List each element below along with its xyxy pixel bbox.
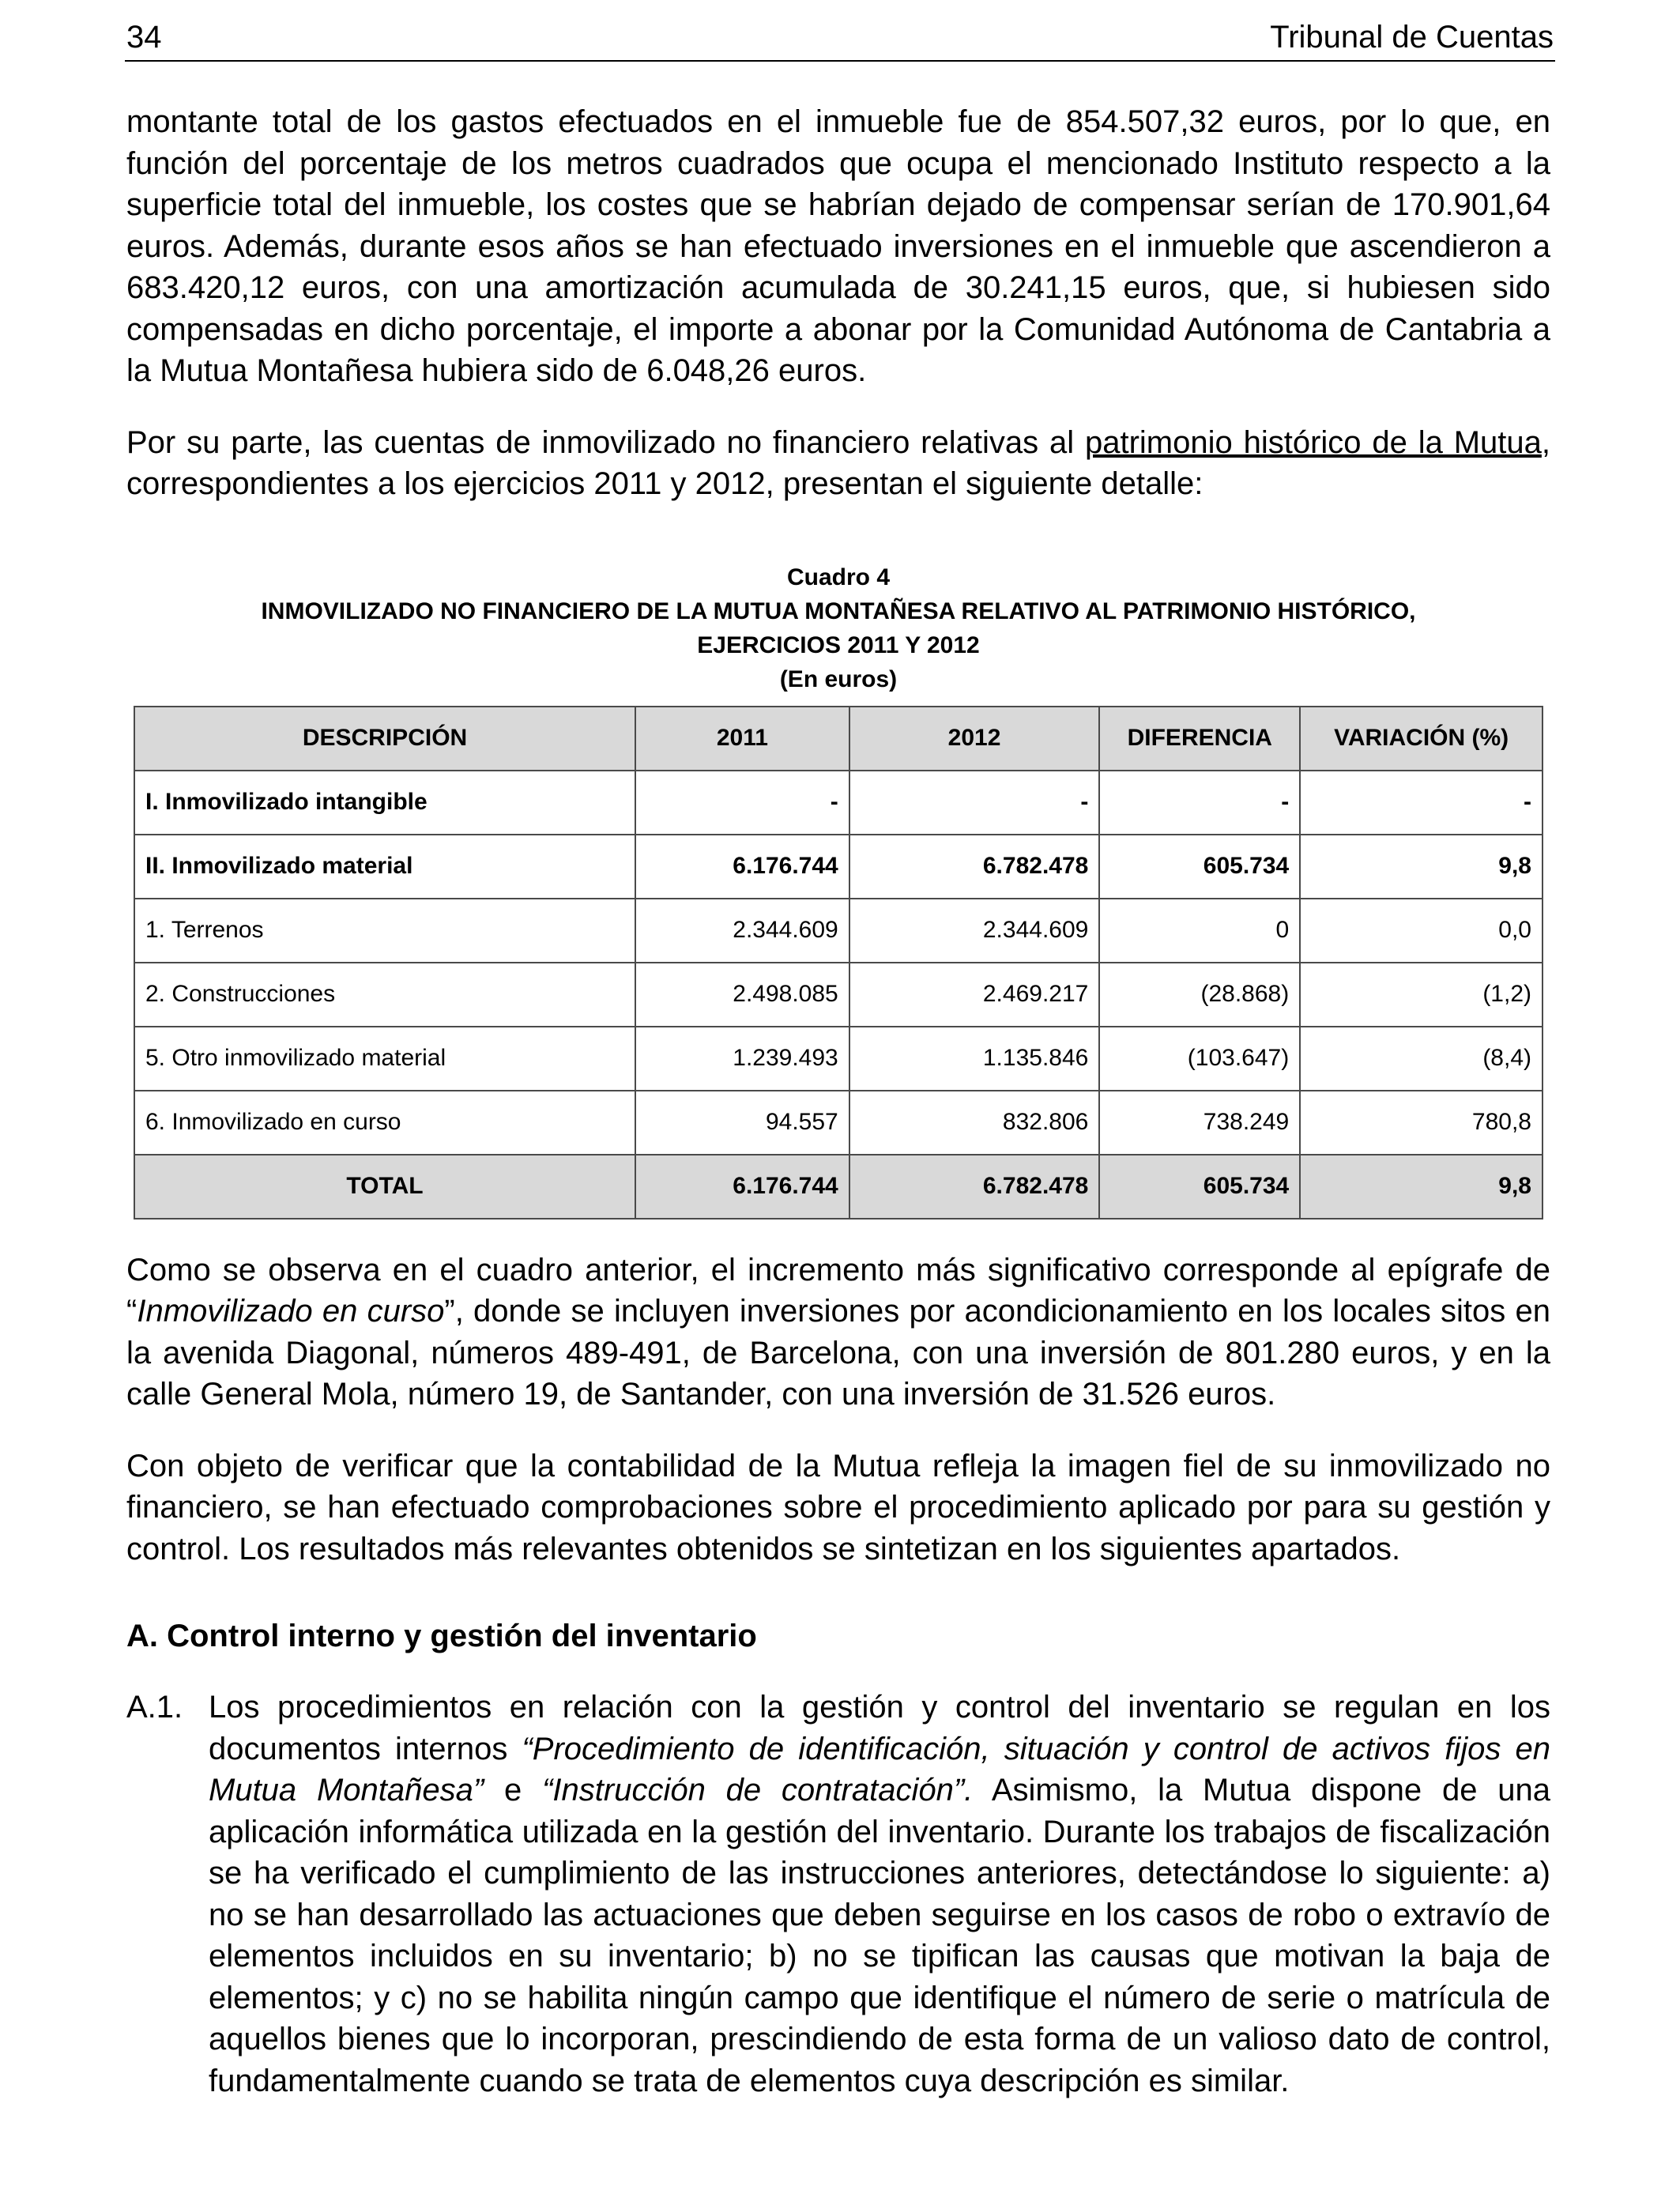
table-cell: - [635,771,849,835]
caption-title: INMOVILIZADO NO FINANCIERO DE LA MUTUA MONTAÑESA RELATIVO AL PATRIMONIO HISTÓRICO, [261,598,1416,624]
table-cell: 2.344.609 [849,899,1100,963]
table-row [134,771,1543,835]
table-cell: - [1099,771,1300,835]
column-header: DESCRIPCIÓN [134,707,635,771]
table-cell: 9,8 [1300,1155,1543,1219]
column-header: 2011 [635,707,849,771]
page-number: 34 [126,20,162,55]
table-cell: 94.557 [635,1091,849,1155]
item-text [209,1687,1550,2102]
table-cell: 6.782.478 [849,1155,1100,1219]
item-text-part: Los procedimientos en relación con la gestión y control del inventario se regulan en los documentos internos [209,1690,1550,1766]
page-body [126,101,1550,2102]
italic-phrase: Inmovilizado en curso [137,1294,445,1329]
column-header: 2012 [849,707,1100,771]
paragraph-3-text-before: Como se observa en el cuadro anterior, el incremento más significativo corresponde al epígrafe de “ [126,1252,1550,1329]
table-cell: 1. Terrenos [134,899,635,963]
column-header: VARIACIÓN (%) [1300,707,1543,771]
table-cell: TOTAL [134,1155,635,1219]
page-header [125,14,1555,62]
table-cell: 2.498.085 [635,963,849,1027]
table-row [134,1091,1543,1155]
header-title: Tribunal de Cuentas [1270,20,1554,55]
table-row [134,1027,1543,1091]
table-cell: 832.806 [849,1091,1100,1155]
paragraph-4: Con objeto de verificar que la contabilidad de la Mutua refleja la imagen fiel de su inmovilizado no financiero, se han efectuado comprobaciones sobre el procedimiento aplicado por para su gestión y control. Los resultados más relevantes obtenidos se sintetizan en los siguientes apartados. [126,1448,1550,1566]
paragraph-2-text-before: Por su parte, las cuentas de inmovilizado no financiero relativas al [126,424,1085,460]
table-cell: 738.249 [1099,1091,1300,1155]
table-cell: 605.734 [1099,835,1300,899]
table-cell: 0,0 [1300,899,1543,963]
table-cell: 6.176.744 [635,835,849,899]
table-cell: - [849,771,1100,835]
paragraph-3 [126,1250,1550,1416]
caption-label: Cuadro 4 [786,564,891,590]
table-cell: (8,4) [1300,1027,1543,1091]
table-cell: - [1300,771,1543,835]
table-cell: (28.868) [1099,963,1300,1027]
table-cell: 2.344.609 [635,899,849,963]
table-total-row [134,1155,1543,1219]
paragraph-2 [126,422,1550,505]
table-cell: 9,8 [1300,835,1543,899]
table-cell: (1,2) [1300,963,1543,1027]
table-row [134,835,1543,899]
table-cell: 1.135.846 [849,1027,1100,1091]
italic-doc-title: “Procedimiento de identificación, situación y control de activos fijos en Mutua Montañesa” [209,1731,1550,1808]
table-caption [126,560,1550,696]
paragraph-2-text-after: , correspondientes a los ejercicios 2011 y 2012, presentan el siguiente detalle: [126,424,1550,501]
column-header: DIFERENCIA [1099,707,1300,771]
table-cell: 780,8 [1300,1091,1543,1155]
table-cell: 6.782.478 [849,835,1100,899]
paragraph-3-text-after: ”, donde se incluyen inversiones por acondicionamiento en los locales sitos en la avenida Diagonal, números 489-491, de Barcelona, con una inversión de 801.280 euros, y en la calle General Mola, número 19, de Santander, con una inversión de 31.526 euros. [126,1294,1550,1412]
table-row [134,963,1543,1027]
italic-doc-title: “Instrucción de contratación”. [542,1773,974,1808]
table-cell: 6.176.744 [635,1155,849,1219]
table-row [134,899,1543,963]
table-cell: 605.734 [1099,1155,1300,1219]
section-heading: A. Control interno y gestión del inventario [126,1619,757,1653]
table-cell: I. Inmovilizado intangible [134,771,635,835]
caption-subtitle: EJERCICIOS 2011 Y 2012 [697,631,980,658]
table-cell: 2. Construcciones [134,963,635,1027]
paragraph-1: montante total de los gastos efectuados en el inmueble fue de 854.507,32 euros, por lo que, en función del porcentaje de los metros cuadrados que ocupa el mencionado Instituto respecto a la superficie total del inmueble, los costes que se habrían dejado de compensar serían de 170.901,64 euros. Además, durante esos años se han efectuado inversiones en el inmueble que ascendieron a 683.420,12 euros, con una amortización acumulada de 30.241,15 euros, que, si hubiesen sido compensadas en dicho porcentaje, el importe a abonar por la Comunidad Autónoma de Cantabria a la Mutua Montañesa hubiera sido de 6.048,26 euros. [126,104,1550,388]
data-table [134,706,1543,1220]
item-text-part: Asimismo, la Mutua dispone de una aplicación informática utilizada en la gestión del inventario. Durante los trabajos de fiscalización se ha verificado el cumplimiento de las instrucciones anteriores, detectándose lo siguiente: a) no se han desarrollado las actuaciones que deben seguirse en los casos de robo o extravío de elementos incluidos en su inventario; b) no se tipifican las causas que motivan la baja de elementos; y c) no se habilita ningún campo que identifique el número de serie o matrícula de aquellos bienes que lo incorporan, prescindiendo de esta forma de un valioso dato de control, fundamentalmente cuando se trata de elementos cuya descripción es similar. [209,1773,1550,2098]
table-cell: 2.469.217 [849,963,1100,1027]
table-cell: II. Inmovilizado material [134,835,635,899]
table-cell: 6. Inmovilizado en curso [134,1091,635,1155]
item-text-part: e [484,1773,543,1808]
item-label: A.1. [126,1690,183,1725]
table-cell: 1.239.493 [635,1027,849,1091]
table-cell: 0 [1099,899,1300,963]
numbered-item-a1 [126,1687,1550,2102]
underlined-phrase: patrimonio histórico de la Mutua [1084,424,1542,460]
table-header-row [134,707,1543,771]
table-cell: 5. Otro inmovilizado material [134,1027,635,1091]
caption-units: (En euros) [779,665,898,692]
table-cell: (103.647) [1099,1027,1300,1091]
